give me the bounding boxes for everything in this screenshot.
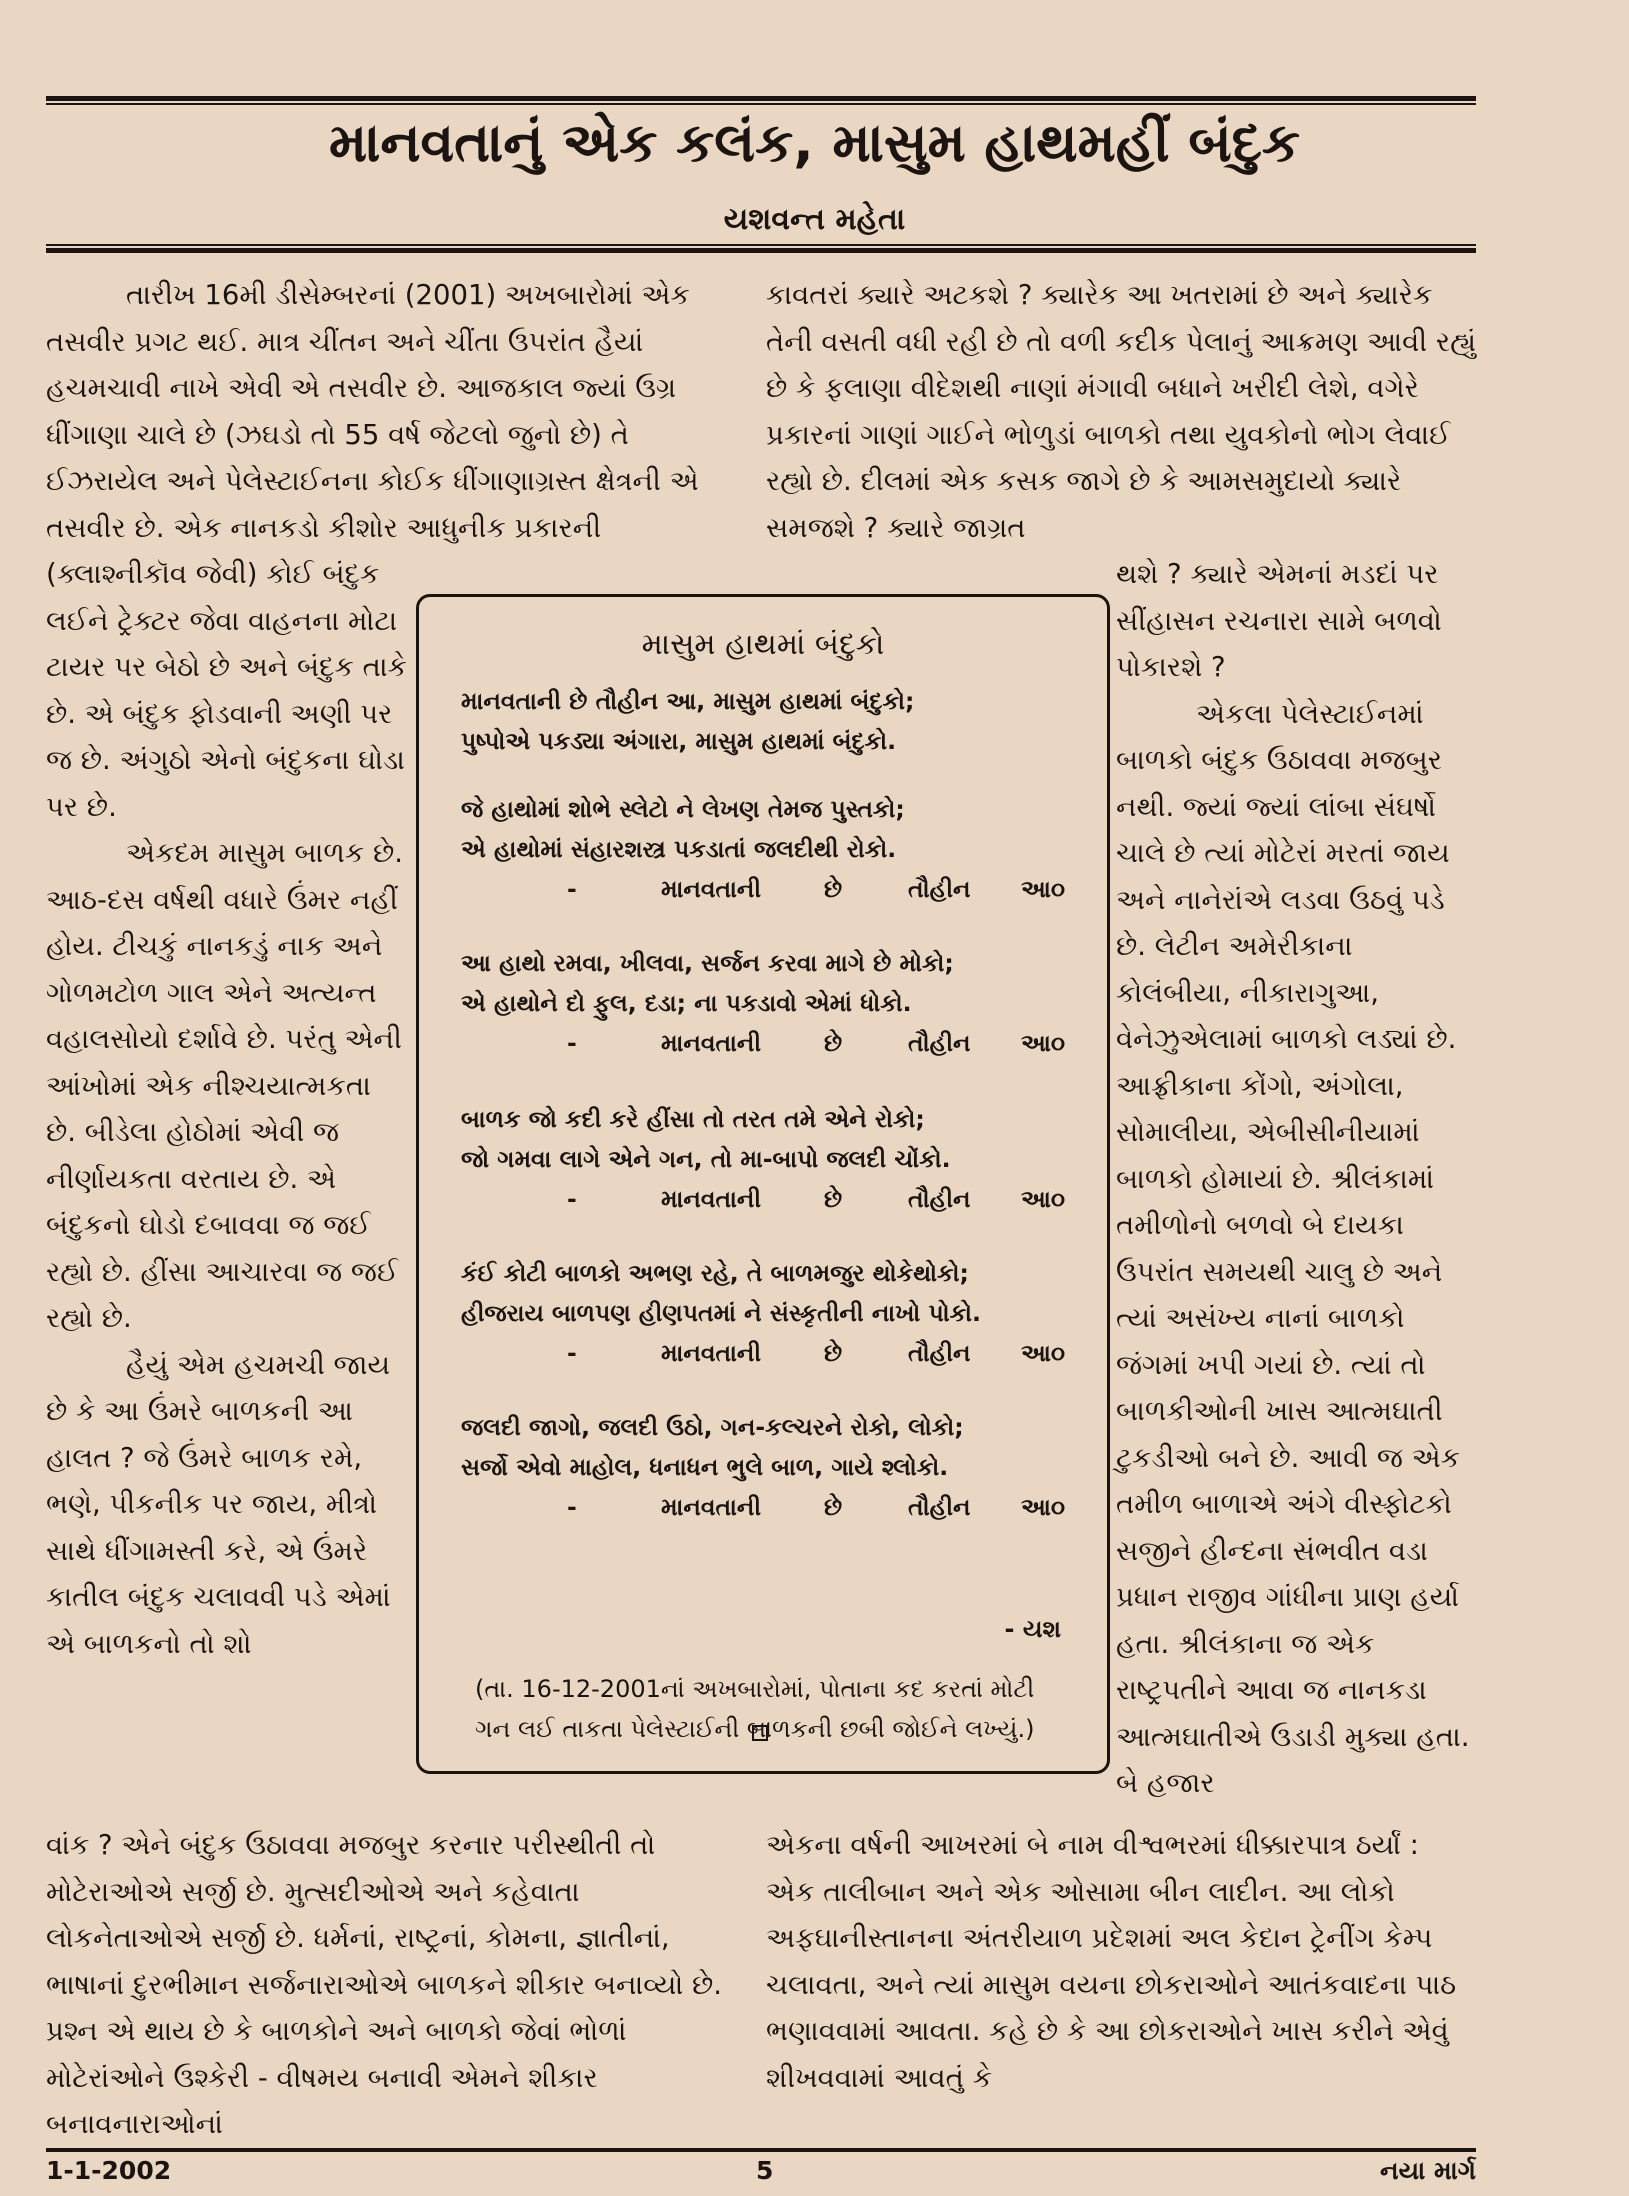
- refrain-dash: -: [567, 1185, 577, 1213]
- refrain-word: છે: [824, 1185, 843, 1213]
- refrain-word: છે: [824, 1339, 843, 1367]
- header-rule-thin: [46, 244, 1476, 246]
- top-rule-thin: [46, 103, 1476, 105]
- paragraph: હૈયું એમ હચમચી જાય છે કે આ ઉંમરે બાળકની આ હાલત ? જે ઉંમરે બાળક રમે, ભણે, પીકનીક પર જાય, મીત્રો સાથે ધીંગામસ્તી કરે, એ ઉંમરે કાતીલ બંદુક ચલાવવી પડે એમાં એ બાળકનો તો શો: [46, 1348, 391, 1660]
- refrain-word: તૌહીન: [908, 1029, 971, 1057]
- poem-line: જે હાથોમાં શોભે સ્લેટો ને લેખણ તેમજ પુસ્તકો;: [461, 795, 905, 823]
- paragraph: વાંક ? એને બંદુક ઉઠાવવા મજબુર કરનાર પરીસ્થીતી તો મોટેરાઓએ સર્જી છે. મુત્સદીઓએ અને કહેવાતા લોકનેતાઓએ સર્જી છે. ધર્મનાં, રાષ્ટ્રનાં, કોમના, જ્ઞાતીનાં, ભાષાનાં દુરભીમાન સર્જનારાઓએ બાળકને શીકાર બનાવ્યો છે. પ્રશ્ન એ થાય છે કે બાળકોને અને બાળકો જેવાં ભોળાં મોટેરાંઓને ઉશ્કેરી - વીષમય બનાવી એમને શીકાર બનાવનારાઓનાં: [46, 1829, 722, 2140]
- poem-stanza: [461, 1407, 1071, 1487]
- poem-stanza: [461, 1099, 1071, 1179]
- poem-line: પુષ્પોએ પકડ્યા અંગારા, માસુમ હાથમાં બંદુકો.: [461, 727, 897, 755]
- refrain-dash: -: [567, 875, 577, 903]
- poem-line: જો ગમવા લાગે એને ગન, તો મા-બાપો જલદી ચોંકો.: [461, 1145, 951, 1173]
- poem-refrain: [461, 1487, 1071, 1527]
- right-column-narrow: [1116, 551, 1476, 1807]
- refrain-word: માનવતાની: [661, 875, 762, 903]
- poem-refrain: [461, 1179, 1071, 1219]
- refrain-word: માનવતાની: [661, 1185, 762, 1213]
- poem-line: આ હાથો રમવા, ખીલવા, સર્જન કરવા માગે છે મોકો;: [461, 949, 954, 977]
- poem-line: જલદી જાગો, જલદી ઉઠો, ગન-કલ્ચરને રોકો, લોકો;: [461, 1413, 964, 1441]
- refrain-word: માનવતાની: [661, 1029, 762, 1057]
- article-author: યશવન્ત મહેતા: [723, 202, 906, 237]
- refrain-word: તૌહીન: [908, 1493, 971, 1521]
- footer-publication: નયા માર્ગ: [1380, 2156, 1476, 2185]
- footer-rule: [46, 2148, 1476, 2152]
- poem-note: (તા. 16-12-2001નાં અખબારોમાં, પોતાના કદ કરતાં મોટી ગન લઈ તાકતા પેલેસ્ટાઈની બાળકની છબી જોઈને લખ્યું.): [475, 1675, 1035, 1743]
- paragraph: (ક્લાશ્નીકૉવ જેવી) કોઈ બંદુક લઈને ટ્રેક્ટર જેવા વાહનના મોટા ટાયર પર બેઠો છે અને બંદુક તાકે છે. એ બંદુક ફોડવાની અણી પર જ છે. અંગુઠો એનો બંદુકના ઘોડા પર છે.: [46, 558, 407, 823]
- refrain-word: આ૦: [1021, 875, 1066, 903]
- poem-line: બાળક જો કદી કરે હીંસા તો તરત તમે એને રોકો;: [461, 1105, 925, 1133]
- paragraph: કાવતરાં ક્યારે અટકશે ? ક્યારેક આ ખતરામાં છે અને ક્યારેક તેની વસતી વધી રહી છે તો વળી કદીક પેલાનું આક્રમણ આવી રહ્યું છે કે ફલાણા વીદેશથી નાણાં મંગાવી બધાને ખરીદી લેશે, વગેરે પ્રકારનાં ગાણાં ગાઈને ભોળુડાં બાળકો તથા યુવકોનો ભોગ લેવાઈ રહ્યો છે. દીલમાં એક કસક જાગે છે કે આમસમુદાયો ક્યારે સમજશે ? ક્યારે જાગ્રત: [766, 279, 1476, 544]
- bottom-right-text: [766, 1822, 1476, 2101]
- refrain-dash: -: [567, 1339, 577, 1367]
- article-title: માનવતાનું એક કલંક, માસુમ હાથમહીં બંદુક: [328, 111, 1301, 174]
- refrain-dash: -: [567, 1029, 577, 1057]
- poem-line: એ હાથોમાં સંહારશસ્ત્ર પકડાતાં જલદીથી રોકો.: [461, 835, 897, 863]
- refrain-word: તૌહીન: [908, 1339, 971, 1367]
- refrain-word: માનવતાની: [661, 1339, 762, 1367]
- header-rule-thick: [46, 248, 1476, 253]
- top-rule-thick: [46, 96, 1476, 101]
- refrain-word: છે: [824, 875, 843, 903]
- left-column-top: [46, 272, 734, 551]
- poem-title: માસુમ હાથમાં બંદુકો: [641, 627, 885, 662]
- poem-line: હીજરાય બાળપણ હીણપતમાં ને સંસ્કૃતીની નાખો પોકો.: [461, 1299, 981, 1327]
- right-column-top: [766, 272, 1476, 551]
- refrain-word: આ૦: [1021, 1029, 1066, 1057]
- poem-refrain: [461, 1023, 1071, 1063]
- paragraph: એકના વર્ષની આખરમાં બે નામ વીશ્વભરમાં ધીક્કારપાત્ર ઠર્યાં : એક તાલીબાન અને એક ઓસામા બીન લાદીન. આ લોકો અફઘાનીસ્તાનના અંતરીયાળ પ્રદેશમાં અલ કેદાન ટ્રેનીંગ કેમ્પ ચલાવતા, અને ત્યાં માસુમ વયના છોકરાઓને આતંકવાદના પાઠ ભણાવવામાં આવતા. કહે છે કે આ છોકરાઓને ખાસ કરીને એવું શીખવવામાં આવતું કે: [766, 1829, 1457, 2094]
- poem-refrain: [461, 869, 1071, 909]
- refrain-word: તૌહીન: [908, 875, 971, 903]
- poem-line: સર્જો એવો માહોલ, ધનાધન ભુલે બાળ, ગાયે શ્લોકો.: [461, 1453, 949, 1481]
- poem-line: કંઈ કોટી બાળકો અભણ રહે, તે બાળમજુર થોકેથોકો;: [461, 1259, 969, 1287]
- end-mark-icon: [752, 1725, 768, 1741]
- refrain-word: છે: [824, 1029, 843, 1057]
- refrain-word: આ૦: [1021, 1493, 1066, 1521]
- paragraph: એકદમ માસુમ બાળક છે. આઠ-દસ વર્ષથી વધારે ઉંમર નહીં હોય. ટીચકું નાનકડું નાક અને ગોળમટોળ ગાલ એને અત્યન્ત વહાલસોયો દર્શાવે છે. પરંતુ એની આંખોમાં એક નીશ્ચયાત્મકતા છે. બીડેલા હોઠોમાં એવી જ નીર્ણાયકતા વરતાય છે. એ બંદુકનો ઘોડો દબાવવા જ જઈ રહ્યો છે. હીંસા આચારવા જ જઈ રહ્યો છે.: [46, 837, 403, 1334]
- paragraph: એકલા પેલેસ્ટાઈનમાં બાળકો બંદુક ઉઠાવવા મજબુર નથી. જ્યાં જ્યાં લાંબા સંઘર્ષો ચાલે છે ત્યાં મોટેરાં મરતાં જાય અને નાનેરાંએ લડવા ઉઠવું પડે છે. લેટીન અમેરીકાના કોલંબીયા, નીકારાગુઆ, વેનેઝુએલામાં બાળકો લડ્યાં છે. આફ્રીકાના કોંગો, અંગોલા, સોમાલીયા, એબીસીનીયામાં બાળકો હોમાયાં છે. શ્રીલંકામાં તમીળોનો બળવો બે દાયકા ઉપરાંત સમયથી ચાલુ છે અને ત્યાં અસંખ્ય નાનાં બાળકો જંગમાં ખપી ગયાં છે. ત્યાં તો બાળકીઓની ખાસ આત્મઘાતી ટુકડીઓ બને છે. આવી જ એક તમીળ બાળાએ અંગે વીસ્ફોટકો સજીને હીન્દના સંભવીત વડા પ્રધાન રાજીવ ગાંધીના પ્રાણ હર્યા હતા. શ્રીલંકાના જ એક રાષ્ટ્રપતીને આવા જ નાનકડા આત્મઘાતીએ ઉડાડી મુક્યા હતા. બે હજાર: [1116, 697, 1470, 1799]
- poem-signature: - યશ: [1004, 1615, 1061, 1643]
- poem-line: એ હાથોને દો ફુલ, દડા; ના પકડાવો એમાં ધોકો.: [461, 989, 912, 1017]
- poem-stanza: [461, 789, 1071, 869]
- refrain-word: છે: [824, 1493, 843, 1521]
- poem-line: માનવતાની છે તૌહીન આ, માસુમ હાથમાં બંદુકો;: [461, 687, 915, 715]
- refrain-word: આ૦: [1021, 1185, 1066, 1213]
- poem-stanza: [461, 943, 1071, 1023]
- refrain-word: આ૦: [1021, 1339, 1066, 1367]
- poem-refrain: [461, 1333, 1071, 1373]
- footer-date: 1-1-2002: [46, 2156, 172, 2185]
- left-column-narrow: [46, 551, 408, 1667]
- paragraph: તારીખ 16મી ડીસેમ્બરનાં (2001) અખબારોમાં એક તસવીર પ્રગટ થઈ. માત્ર ચીંતન અને ચીંતા ઉપરાંત હૈયાં હચમચાવી નાખે એવી એ તસવીર છે. આજકાલ જ્યાં ઉગ્ર ધીંગાણા ચાલે છે (ઝઘડો તો 55 વર્ષ જેટલો જુનો છે) તે ઈઝરાયેલ અને પેલેસ્ટાઈનના કોઈક ધીંગાણાગ્રસ્ત ક્ષેત્રની એ તસવીર છે. એક નાનકડો કીશોર આધુનીક પ્રકારની: [46, 279, 699, 544]
- refrain-dash: -: [567, 1493, 577, 1521]
- footer-page-number: 5: [756, 2156, 774, 2185]
- refrain-word: માનવતાની: [661, 1493, 762, 1521]
- poem-box: [416, 594, 1110, 1774]
- bottom-left-text: [46, 1822, 736, 2148]
- poem-stanza: [461, 1253, 1071, 1333]
- poem-stanza: [461, 681, 1071, 761]
- refrain-word: તૌહીન: [908, 1185, 971, 1213]
- paragraph: થશે ? ક્યારે એમનાં મડદાં પર સીંહાસન રચનારા સામે બળવો પોકારશે ?: [1116, 558, 1442, 683]
